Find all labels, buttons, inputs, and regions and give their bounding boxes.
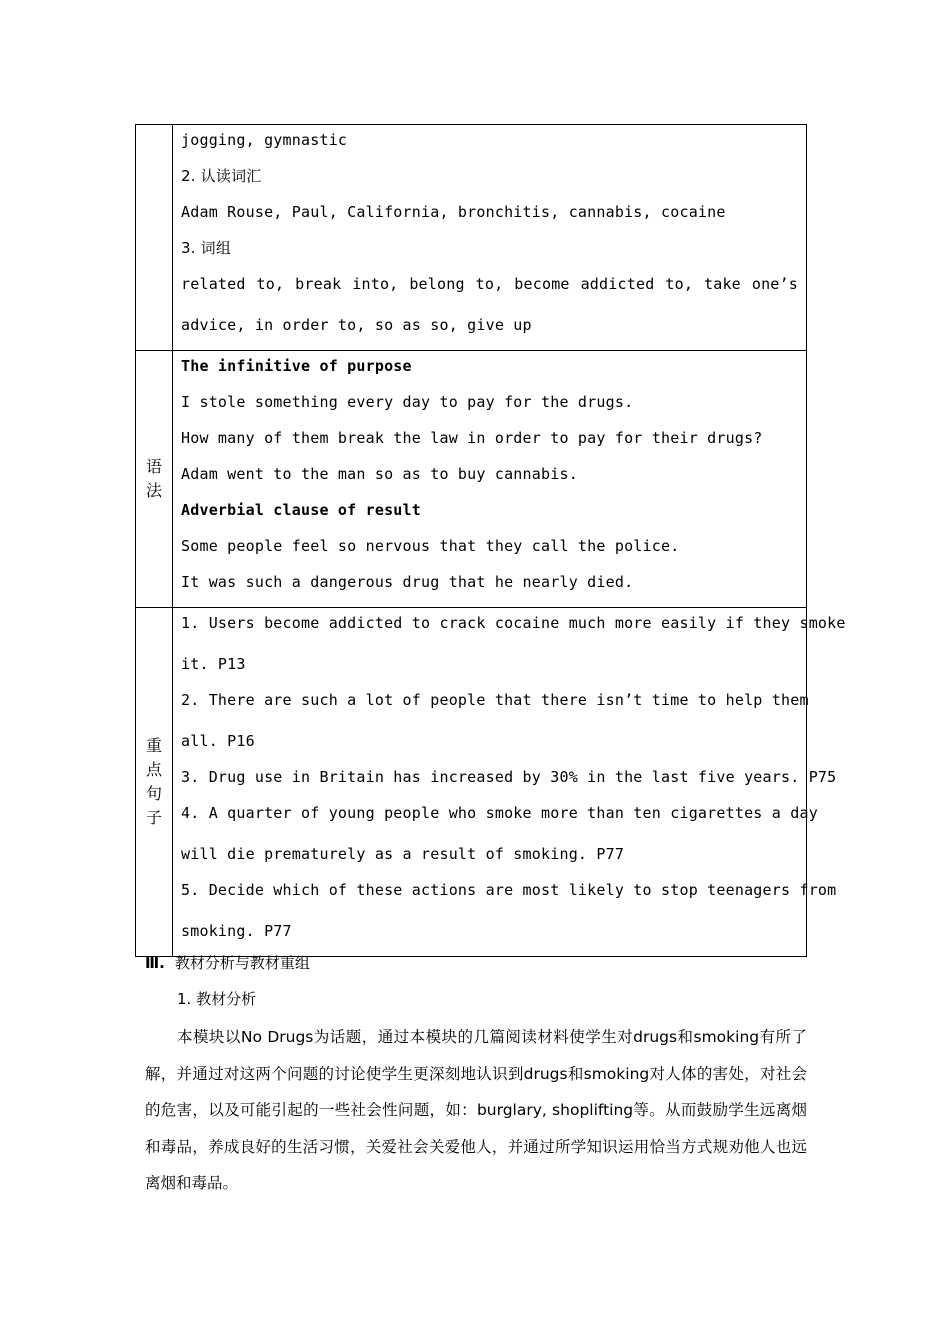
vocab-subheading: 3. 词组 xyxy=(181,239,232,257)
grammar-example: It was such a dangerous drug that he nearly died. xyxy=(181,573,634,591)
sub-heading: 1. 教材分析 xyxy=(177,990,257,1008)
key-sentences-row xyxy=(136,608,807,957)
grammar-example: Adam went to the man so as to buy cannabis. xyxy=(181,465,578,483)
grammar-heading: The infinitive of purpose xyxy=(181,357,412,375)
grammar-content-cell xyxy=(173,351,807,608)
sentence-line: 2. There are such a lot of people that there isn’t time to help them xyxy=(181,691,809,709)
sentence-line: will die prematurely as a result of smoking. P77 xyxy=(181,845,625,863)
vocabulary-content-cell xyxy=(173,125,807,351)
grammar-row xyxy=(136,351,807,608)
grammar-example: Some people feel so nervous that they call the police. xyxy=(181,537,680,555)
grammar-label-cell xyxy=(136,351,173,608)
grammar-example: How many of them break the law in order to pay for their drugs? xyxy=(181,429,763,447)
phrase-word: into, xyxy=(352,275,399,293)
vocabulary-row xyxy=(136,125,807,351)
phrase-word: take xyxy=(703,275,741,293)
phrase-word: to, xyxy=(475,275,504,293)
key-sentences-label-cell xyxy=(136,608,173,957)
phrase-word: related xyxy=(181,275,246,293)
sentence-line: smoking. P77 xyxy=(181,922,292,940)
phrases-line xyxy=(181,271,798,312)
sentence-line: 1. Users become addicted to crack cocaine much more easily if they smoke xyxy=(181,614,846,632)
vocabulary-label-cell xyxy=(136,125,173,351)
phrase-word: to, xyxy=(665,275,694,293)
phrase-word: one’s xyxy=(751,275,798,293)
section-heading xyxy=(145,952,807,974)
sentence-line: all. P16 xyxy=(181,732,255,750)
phrase-word: break xyxy=(295,275,342,293)
section-title: 教材分析与教材重组 xyxy=(174,954,310,972)
vocab-line: Adam Rouse, Paul, California, bronchitis, cannabis, cocaine xyxy=(181,203,726,221)
analysis-paragraph: 本模块以No Drugs为话题，通过本模块的几篇阅读材料使学生对drugs和smoking有所了解，并通过对这两个问题的讨论使学生更深刻地认识到drugs和smoking对人体的害处，对社会的危害，以及可能引起的一些社会性问题，如：burglary, shoplifting等。从而鼓励学生远离烟和毒品，养成良好的生活习惯，关爱社会关爱他人，并通过所学知识运用恰当方式规劝他人也远离烟和毒品。 xyxy=(145,1028,807,1192)
key-sentences-label: 重点句子 xyxy=(145,736,162,827)
phrase-word: belong xyxy=(409,275,465,293)
sentence-line: 4. A quarter of young people who smoke more than ten cigarettes a day xyxy=(181,804,818,822)
phrase-word: become xyxy=(514,275,570,293)
phrases-line-end: advice, in order to, so as so, give up xyxy=(181,316,532,334)
phrase-word: addicted xyxy=(580,275,655,293)
sentence-line: 3. Drug use in Britain has increased by 30% in the last five years. P75 xyxy=(181,768,837,786)
section-number: Ⅲ. xyxy=(145,954,165,972)
vocab-line: jogging, gymnastic xyxy=(181,131,348,149)
sentence-line: 5. Decide which of these actions are most likely to stop teenagers from xyxy=(181,881,837,899)
grammar-example: I stole something every day to pay for the drugs. xyxy=(181,393,634,411)
vocab-subheading: 2. 认读词汇 xyxy=(181,167,262,185)
grammar-heading: Adverbial clause of result xyxy=(181,501,421,519)
phrase-word: to, xyxy=(256,275,285,293)
grammar-label: 语法 xyxy=(145,457,162,500)
lesson-plan-table xyxy=(135,124,846,957)
key-sentences-content-cell xyxy=(173,608,846,957)
sentence-line: it. P13 xyxy=(181,655,246,673)
